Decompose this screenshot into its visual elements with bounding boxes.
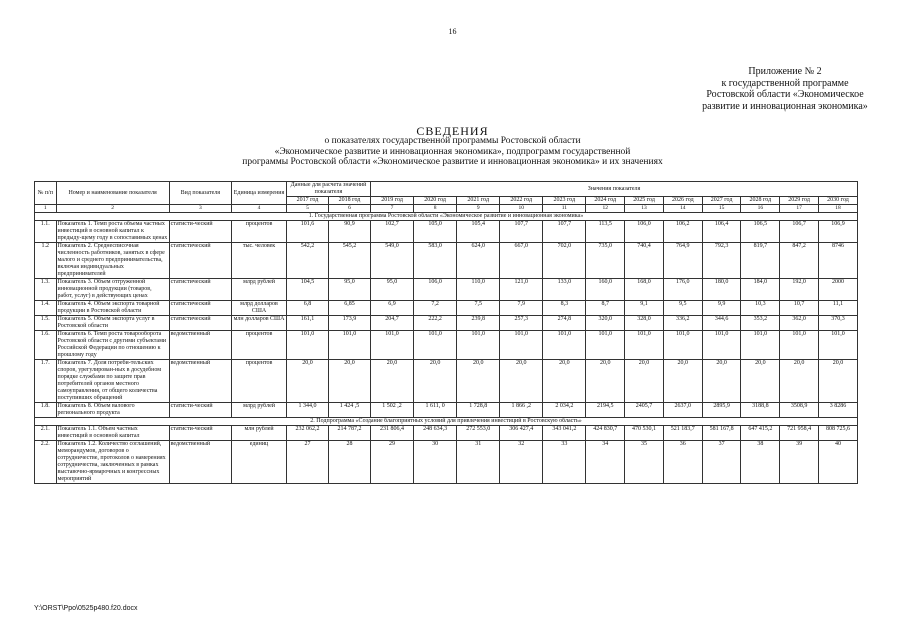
column-number: 7 (371, 205, 414, 213)
cell-value: 1 728,8 (457, 403, 500, 418)
cell-value: 39 (780, 441, 819, 484)
appendix-line: Приложение № 2 (748, 66, 822, 77)
column-number: 2 (56, 205, 169, 213)
cell-value: 702,0 (543, 243, 586, 279)
cell-value: 6,8 (286, 301, 328, 316)
cell-value: 106,4 (702, 221, 741, 243)
column-number: 6 (328, 205, 370, 213)
table-row (35, 403, 858, 418)
indicators-table (34, 181, 858, 484)
table-row (35, 426, 858, 441)
cell-value: 105,4 (457, 221, 500, 243)
cell-value: 819,7 (741, 243, 780, 279)
section-row (35, 418, 858, 426)
cell-value: 35 (625, 441, 664, 484)
cell-value: 353,2 (741, 316, 780, 331)
cell-num: 1.7. (35, 360, 57, 403)
cell-num: 1.5. (35, 316, 57, 331)
page-number: 16 (448, 27, 457, 36)
cell-value: 95,0 (371, 279, 414, 301)
table-row (35, 301, 858, 316)
cell-value: 1 611, 0 (414, 403, 457, 418)
cell-value: 320,0 (586, 316, 625, 331)
cell-value: 20,0 (500, 360, 543, 403)
cell-value: 232 062,2 (286, 426, 328, 441)
cell-value: 248 634,3 (414, 426, 457, 441)
cell-value: 847,2 (780, 243, 819, 279)
cell-value: 168,0 (625, 279, 664, 301)
cell-value: 28 (328, 441, 370, 484)
column-number: 11 (543, 205, 586, 213)
cell-value: 542,2 (286, 243, 328, 279)
cell-num: 2.1. (35, 426, 57, 441)
cell-value: 95,0 (328, 279, 370, 301)
cell-value: 31 (457, 441, 500, 484)
cell-num: 1.4. (35, 301, 57, 316)
cell-value: 344,6 (702, 316, 741, 331)
cell-value: 110,0 (457, 279, 500, 301)
cell-value: 32 (500, 441, 543, 484)
subtitle-line: программы Ростовской области «Экономическое развитие и инновационная экономика» и их значениях (242, 157, 663, 167)
table-row (35, 279, 858, 301)
cell-name: Показатель 1.2. Количество соглашений, меморандумов, договоров о сотрудничестве, протоколов о намерениях сотрудничества, заключенных в рамках выставочно-ярмарочных и конгрессных мероприятий (56, 441, 169, 484)
cell-value: 106,0 (414, 279, 457, 301)
header-year: 2024 год (586, 197, 625, 205)
cell-value: 583,0 (414, 243, 457, 279)
column-number: 1 (35, 205, 57, 213)
subtitle-line: о показателях государственной программы Ростовской области (324, 136, 581, 146)
cell-value: 721 958,4 (780, 426, 819, 441)
column-number: 17 (780, 205, 819, 213)
cell-value: 3 8286 (818, 403, 857, 418)
cell-value: 107,7 (500, 221, 543, 243)
cell-value: 107,7 (543, 221, 586, 243)
cell-value: 180,0 (702, 279, 741, 301)
header-year: 2019 год (371, 197, 414, 205)
cell-value: 106,9 (818, 221, 857, 243)
cell-name: Показатель 4. Объем экспорта товарной продукции в Ростовской области (56, 301, 169, 316)
cell-value: 8746 (818, 243, 857, 279)
table-row (35, 331, 858, 360)
cell-value: 101,0 (741, 331, 780, 360)
cell-value: 8,7 (586, 301, 625, 316)
cell-value: 101,0 (663, 331, 702, 360)
cell-value: 20,0 (818, 360, 857, 403)
header-unit: Единица измерения (232, 182, 287, 205)
appendix-block (650, 66, 905, 112)
cell-value: 184,0 (741, 279, 780, 301)
cell-value: 20,0 (663, 360, 702, 403)
cell-value: 20,0 (371, 360, 414, 403)
cell-value: 214 787,2 (328, 426, 370, 441)
header-year: 2022 год (500, 197, 543, 205)
header-kind: Вид показателя (169, 182, 231, 205)
cell-value: 274,8 (543, 316, 586, 331)
cell-value: 102,7 (371, 221, 414, 243)
column-number: 10 (500, 205, 543, 213)
cell-value: 20,0 (741, 360, 780, 403)
cell-value: 33 (543, 441, 586, 484)
cell-value: 106,0 (625, 221, 664, 243)
cell-value: 38 (741, 441, 780, 484)
cell-value: 6,85 (328, 301, 370, 316)
header-year: 2027 год (702, 197, 741, 205)
cell-value: 2895,9 (702, 403, 741, 418)
cell-value: 192,0 (780, 279, 819, 301)
cell-unit: процентов (232, 331, 287, 360)
cell-value: 101,0 (286, 331, 328, 360)
cell-num: 1.2 (35, 243, 57, 279)
cell-value: 37 (702, 441, 741, 484)
document-subtitle (0, 136, 905, 168)
header-base: Данные для расчета значений показателя (286, 182, 370, 197)
cell-value: 101,0 (414, 331, 457, 360)
cell-unit: млн долларов США (232, 316, 287, 331)
cell-value: 101,0 (702, 331, 741, 360)
cell-value: 1 502 ,2 (371, 403, 414, 418)
cell-value: 29 (371, 441, 414, 484)
cell-value: 36 (663, 441, 702, 484)
header-year: 2029 год (780, 197, 819, 205)
section-title: 1. Государственная программа Ростовской области «Экономическое развитие и инновационная экономика» (35, 213, 858, 221)
cell-kind: статистический (169, 243, 231, 279)
column-number: 15 (702, 205, 741, 213)
cell-value: 20,0 (543, 360, 586, 403)
subtitle-line: «Экономическое развитие и инновационная экономика», подпрограмм государственной (274, 146, 631, 157)
cell-value: 10,7 (780, 301, 819, 316)
column-number: 8 (414, 205, 457, 213)
cell-value: 808 725,6 (818, 426, 857, 441)
cell-value: 161,1 (286, 316, 328, 331)
cell-value: 20,0 (586, 360, 625, 403)
header-year: 2028 год (741, 197, 780, 205)
cell-num: 1.6. (35, 331, 57, 360)
cell-value: 20,0 (702, 360, 741, 403)
cell-kind: статистический (169, 301, 231, 316)
cell-name: Показатель 3. Объем отгруженной инновационной продукции (товаров, работ, услуг) в действующих ценах (56, 279, 169, 301)
column-number: 12 (586, 205, 625, 213)
header-year: 2025 год (625, 197, 664, 205)
cell-value: 667,0 (500, 243, 543, 279)
cell-value: 27 (286, 441, 328, 484)
cell-value: 20,0 (414, 360, 457, 403)
cell-name: Показатель 5. Объем экспорта услуг в Ростовской области (56, 316, 169, 331)
cell-unit: млн рублей (232, 426, 287, 441)
cell-value: 105,0 (414, 221, 457, 243)
cell-kind: статисти-ческий (169, 221, 231, 243)
cell-value: 9,5 (663, 301, 702, 316)
cell-value: 545,2 (328, 243, 370, 279)
header-year: 2018 год (328, 197, 370, 205)
file-path: Y:\ORST\Ppo\0525p480.f20.docx (34, 605, 138, 612)
cell-value: 343 041,2 (543, 426, 586, 441)
header-year: 2021 год (457, 197, 500, 205)
cell-value: 101,0 (780, 331, 819, 360)
column-number: 3 (169, 205, 231, 213)
cell-value: 470 530,1 (625, 426, 664, 441)
cell-value: 20,0 (625, 360, 664, 403)
header-year: 2023 год (543, 197, 586, 205)
cell-value: 101,0 (371, 331, 414, 360)
cell-value: 222,2 (414, 316, 457, 331)
cell-value: 3508,9 (780, 403, 819, 418)
cell-kind: ведомственный (169, 360, 231, 403)
column-number: 14 (663, 205, 702, 213)
cell-value: 20,0 (328, 360, 370, 403)
cell-name: Показатель 1. Темп роста объема частных инвестиций в основной капитал к предыду-щему году в сопоставимых ценах (57, 221, 168, 241)
cell-value: 9,9 (702, 301, 741, 316)
cell-value: 101,0 (625, 331, 664, 360)
cell-value: 101,0 (818, 331, 857, 360)
cell-value: 121,0 (500, 279, 543, 301)
cell-num: 1.8. (35, 403, 57, 418)
cell-value: 106,7 (780, 221, 819, 243)
cell-num: 2.2. (35, 441, 57, 484)
cell-value: 7,5 (457, 301, 500, 316)
cell-value: 20,0 (457, 360, 500, 403)
cell-value: 257,3 (500, 316, 543, 331)
table-row (35, 316, 858, 331)
cell-value: 133,0 (543, 279, 586, 301)
cell-unit: тыс. человек (232, 243, 287, 279)
section-row (35, 213, 858, 221)
cell-unit: млрд рублей (232, 403, 287, 418)
cell-value: 336,2 (663, 316, 702, 331)
cell-value: 101,0 (328, 331, 370, 360)
cell-value: 735,0 (586, 243, 625, 279)
cell-value: 101,0 (457, 331, 500, 360)
cell-value: 272 553,0 (457, 426, 500, 441)
cell-value: 370,3 (818, 316, 857, 331)
cell-value: 7,9 (500, 301, 543, 316)
cell-value: 40 (818, 441, 857, 484)
cell-kind: статисти-ческий (169, 426, 231, 441)
cell-value: 204,7 (371, 316, 414, 331)
cell-value: 647 415,2 (741, 426, 780, 441)
header-num: № п/п (35, 182, 57, 205)
cell-value: 1 424 ,5 (328, 403, 370, 418)
cell-value: 113,5 (586, 221, 625, 243)
cell-value: 10,3 (741, 301, 780, 316)
cell-value: 624,0 (457, 243, 500, 279)
cell-value: 424 830,7 (586, 426, 625, 441)
cell-value: 30 (414, 441, 457, 484)
cell-unit: процентов (232, 360, 287, 403)
cell-name: Показатель 8. Объем валового регионального продукта (56, 403, 169, 418)
header-year: 2030 год (818, 197, 857, 205)
cell-value: 2405,7 (625, 403, 664, 418)
cell-value: 7,2 (414, 301, 457, 316)
table-row (35, 221, 858, 243)
cell-value: 2000 (818, 279, 857, 301)
cell-value: 521 183,7 (663, 426, 702, 441)
cell-value: 176,0 (663, 279, 702, 301)
cell-value: 106,5 (741, 221, 780, 243)
appendix-line: Ростовской области «Экономическое (706, 89, 864, 100)
column-number: 5 (286, 205, 328, 213)
cell-value: 34 (586, 441, 625, 484)
document-title: СВЕДЕНИЯ (416, 124, 489, 138)
cell-value: 20,0 (286, 360, 328, 403)
cell-value: 306 427,4 (500, 426, 543, 441)
cell-name: Показатель 1.1. Объем частных инвестиций в основной капитал (56, 426, 169, 441)
table-row (35, 243, 858, 279)
cell-value: 231 806,4 (371, 426, 414, 441)
cell-kind: ведомственный (169, 331, 231, 360)
header-name: Номер и наименование показателя (56, 182, 169, 205)
cell-value: 11,1 (818, 301, 857, 316)
cell-unit: млрд долларов США (232, 301, 287, 316)
column-number: 16 (741, 205, 780, 213)
column-number: 9 (457, 205, 500, 213)
cell-value: 328,0 (625, 316, 664, 331)
cell-value: 106,2 (663, 221, 702, 243)
cell-value: 740,4 (625, 243, 664, 279)
column-number: 13 (625, 205, 664, 213)
cell-name: Показатель 7. Доля потреби-тельских споров, урегулирован-ных в досудебном порядке службами по защите прав потребителей органов местного самоуправления, от общего количества поступивших обращений (56, 360, 169, 403)
cell-value: 6,9 (371, 301, 414, 316)
cell-unit: процентов (232, 221, 287, 243)
cell-value: 239,8 (457, 316, 500, 331)
cell-value: 20,0 (780, 360, 819, 403)
header-year: 2020 год (414, 197, 457, 205)
cell-value: 160,0 (586, 279, 625, 301)
cell-name: Показатель 2. Среднесписочная численность работников, занятых в сфере малого и среднего предпринимательства, включая индивидуальных предпринимателей (56, 243, 169, 279)
cell-value: 90,9 (328, 221, 370, 243)
header-values: Значения показателя (371, 182, 858, 197)
cell-kind: статистический (169, 316, 231, 331)
section-title: 2. Подпрограмма «Создание благоприятных условий для привлечения инвестиций в Ростовскую область» (35, 418, 858, 426)
cell-value: 581 167,8 (702, 426, 741, 441)
table-row (35, 360, 858, 403)
cell-value: 1 344,0 (286, 403, 328, 418)
cell-value: 101,0 (586, 331, 625, 360)
cell-num: 1.3. (35, 279, 57, 301)
header-year: 2026 год (663, 197, 702, 205)
cell-name: Показатель 6. Темп роста товарооборота Ростовской области с другими субъектами Российской Федерации по отношению к прошлому году (56, 331, 169, 360)
cell-value: 2194,5 (586, 403, 625, 418)
cell-value: 549,0 (371, 243, 414, 279)
cell-kind: статистический (169, 279, 231, 301)
cell-value: 3188,8 (741, 403, 780, 418)
cell-value: 104,5 (286, 279, 328, 301)
table-row (35, 441, 858, 484)
cell-value: 2 034,2 (543, 403, 586, 418)
cell-unit: единиц (232, 441, 287, 484)
cell-unit: млрд рублей (232, 279, 287, 301)
cell-kind: ведомственный (169, 441, 231, 484)
cell-value: 1 866 ,2 (500, 403, 543, 418)
cell-value: 101,0 (543, 331, 586, 360)
cell-kind: статисти-ческий (169, 403, 231, 418)
column-number: 4 (232, 205, 287, 213)
cell-value: 9,1 (625, 301, 664, 316)
cell-value: 101,0 (500, 331, 543, 360)
cell-value: 101,6 (286, 221, 328, 243)
appendix-line: к государственной программе (721, 77, 849, 89)
cell-value: 8,3 (543, 301, 586, 316)
cell-value: 2637,0 (663, 403, 702, 418)
appendix-line: развитие и инновационная экономика» (702, 100, 868, 112)
cell-value: 792,3 (702, 243, 741, 279)
cell-num: 1.1. (35, 221, 57, 243)
cell-value: 362,0 (780, 316, 819, 331)
column-number: 18 (818, 205, 857, 213)
cell-value: 764,9 (663, 243, 702, 279)
cell-value: 173,9 (328, 316, 370, 331)
header-year: 2017 год (286, 197, 328, 205)
